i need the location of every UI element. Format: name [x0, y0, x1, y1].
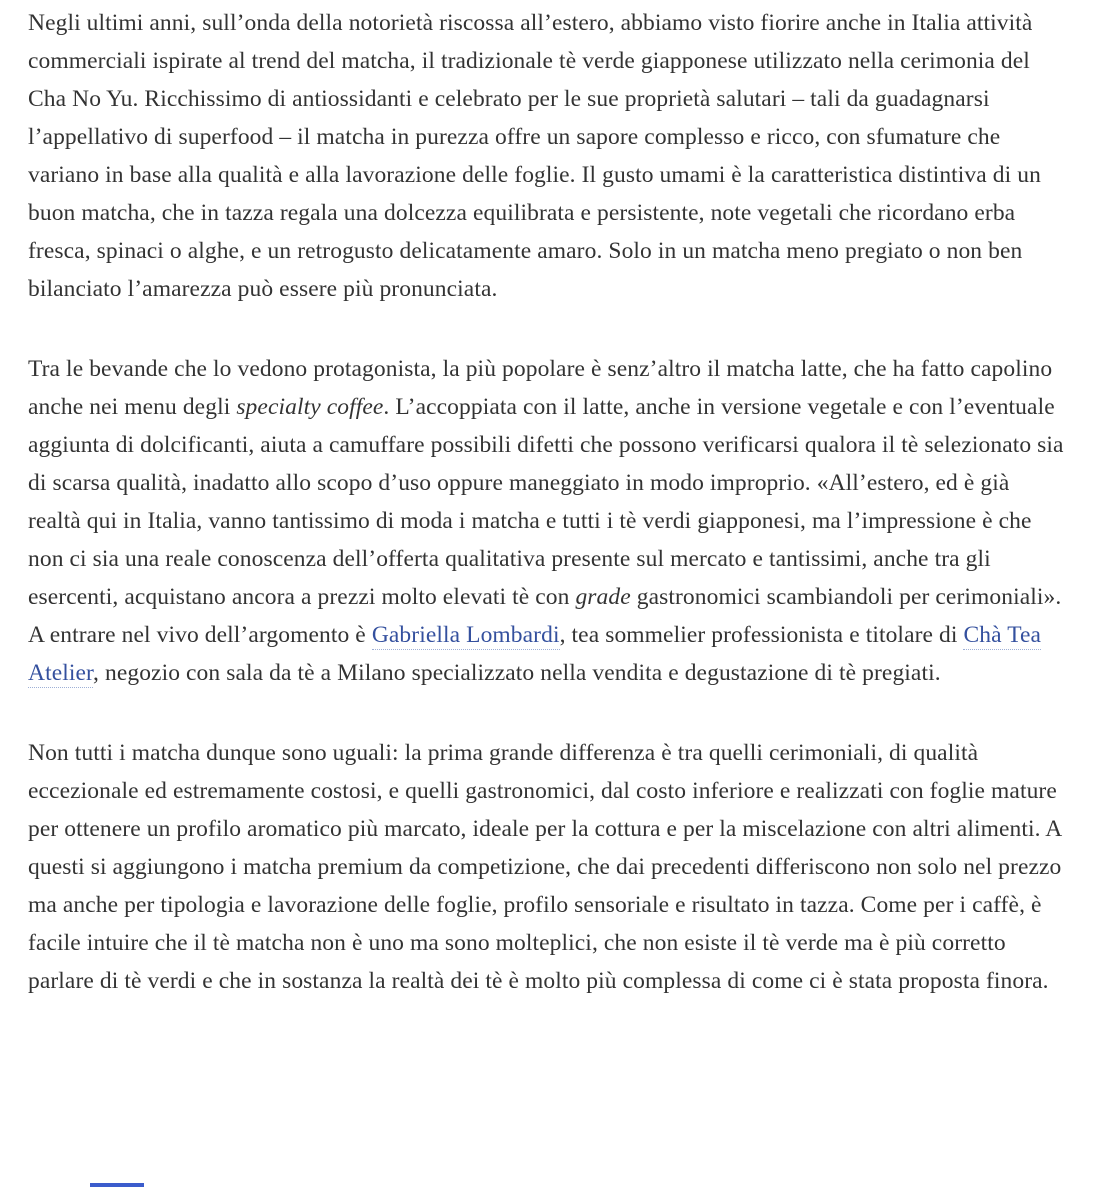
paragraph-matcha-latte: [28, 350, 1068, 692]
paragraph-matcha-types: [28, 734, 1068, 1000]
body-text: gastronomici scambiandoli per cerimoniali». A entrare nel vivo dell’argomento è: [28, 584, 1062, 648]
italic-text: grade: [575, 584, 631, 610]
body-text: . L’accoppiata con il latte, anche in versione vegetale e con l’eventuale aggiunta di dolcificanti, aiuta a camuffare possibili difetti che possono verificarsi qualora il tè selezionato sia di scarsa qualità, inadatto allo scopo d’uso oppure maneggiato in modo improprio. «All’estero, ed è già realtà qui in Italia, vanno tantissimo di moda i matcha e tutti i tè verdi giapponesi, ma l’impressione è che non ci sia una reale conoscenza dell’offerta qualitativa presente sul mercato e tantissimi, anche tra gli esercenti, acquistano ancora a prezzi molto elevati tè con: [28, 394, 1064, 610]
paragraph-intro: [28, 4, 1068, 308]
italic-text: specialty coffee: [236, 394, 384, 420]
body-text: Negli ultimi anni, sull’onda della notorietà riscossa all’estero, abbiamo visto fiorire anche in Italia attività commerciali ispirate al trend del matcha, il tradizionale tè verde giapponese utilizzato nella cerimonia del Cha No Yu. Ricchissimo di antiossidanti e celebrato per le sue proprietà salutari – tali da guadagnarsi l’appellativo di superfood – il matcha in purezza offre un sapore complesso e ricco, con sfumature che variano in base alla qualità e alla lavorazione delle foglie. Il gusto umami è la caratteristica distintiva di un buon matcha, che in tazza regala una dolcezza equilibrata e persistente, note vegetali che ricordano erba fresca, spinaci o alghe, e un retrogusto delicatamente amaro. Solo in un matcha meno pregiato o non ben bilanciato l’amarezza può essere più pronunciata.: [28, 10, 1041, 302]
body-text: , negozio con sala da tè a Milano specializzato nella vendita e degustazione di tè pregiati.: [93, 660, 941, 686]
body-text: , tea sommelier professionista e titolare di: [559, 622, 964, 648]
body-text: Tra le bevande che lo vedono protagonista, la più popolare è senz’altro il matcha latte, che ha fatto capolino anche nei menu degli: [28, 356, 1053, 420]
body-text: Non tutti i matcha dunque sono uguali: la prima grande differenza è tra quelli cerimoniali, di qualità eccezionale ed estremamente costosi, e quelli gastronomici, dal costo inferiore e realizzati con foglie mature per ottenere un profilo aromatico più marcato, ideale per la cottura e per la miscelazione con altri alimenti. A questi si aggiungono i matcha premium da competizione, che dai precedenti differiscono non solo nel prezzo ma anche per tipologia e lavorazione delle foglie, profilo sensoriale e risultato in tazza. Come per i caffè, è facile intuire che il tè matcha non è uno ma sono molteplici, che non esiste il tè verde ma è più corretto parlare di tè verdi e che in sostanza la realtà dei tè è molto più complessa di come ci è stata proposta finora.: [28, 740, 1062, 994]
link-cha-tea-atelier[interactable]: Chà Tea Atelier: [28, 622, 1042, 686]
below-fold-element-edge: [90, 1183, 144, 1187]
link-gabriella-lombardi[interactable]: Gabriella Lombardi: [371, 622, 560, 648]
